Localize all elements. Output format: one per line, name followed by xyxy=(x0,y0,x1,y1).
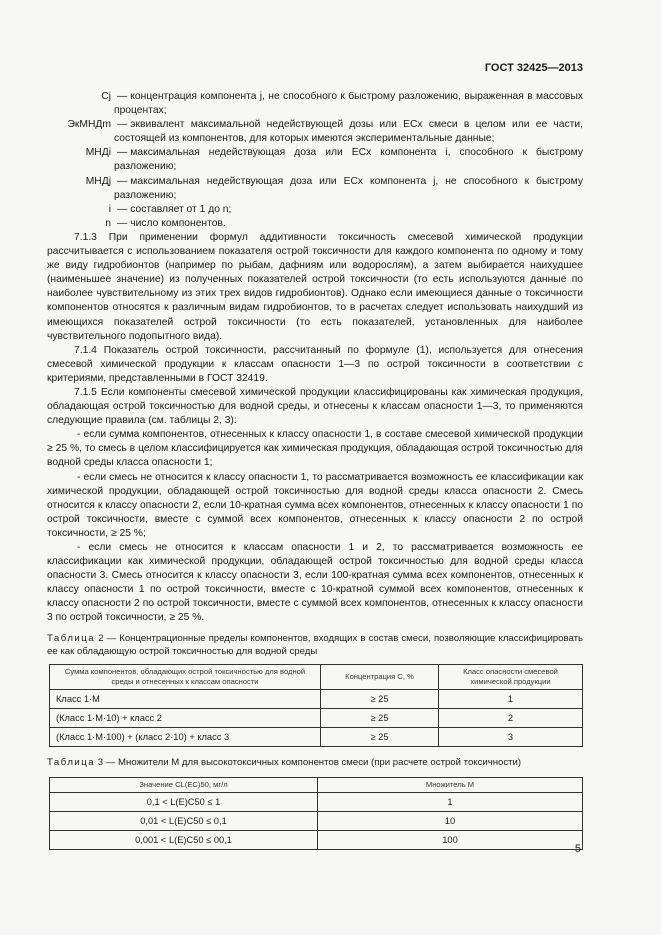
definition-text xyxy=(114,90,583,118)
definition-item xyxy=(47,118,583,146)
definition-item xyxy=(47,175,583,203)
table-row xyxy=(50,708,583,727)
table-2-header-class: Класс опасности смесевой химической продукции xyxy=(439,664,583,689)
definition-term: МНДj xyxy=(85,175,111,187)
paragraph-7-1-5: 7.1.5 Если компоненты смесевой химической продукции классифицированы как химическая продукция, обладающая острой токсичностью для водной среды, и отнесены к классам опасности 1—3, то применяются следующие правила (см. таблицы 2, 3): xyxy=(47,386,583,427)
table-3 xyxy=(49,777,583,850)
definition-item xyxy=(47,203,583,217)
page-header: ГОСТ 32425—2013 xyxy=(484,62,583,74)
dash: — xyxy=(117,203,128,215)
rule-item-1: - если сумма компонентов, отнесенных к классу опасности 1, в составе смесевой химической продукции ≥ 25 %, то смесь в целом классифицируется как химическая продукция, обладающая острой токсичностью для водной среды класса опасности 1; xyxy=(47,429,583,469)
table-row xyxy=(50,727,583,746)
table-2-label: Таблица xyxy=(47,632,96,644)
page-content xyxy=(47,90,583,850)
table-cell: (Класс 1·M·10) + класс 2 xyxy=(50,708,321,727)
table-row xyxy=(50,792,583,811)
definition-body: максимальная недействующая доза или ECx компонента i, способного к быстрому разложению; xyxy=(114,147,583,173)
page-number: 5 xyxy=(574,843,581,855)
table-3-header-multiplier: Множитель М xyxy=(318,777,583,792)
definition-body: максимальная недействующая доза или ECx компонента j, не способного к быстрому разложению; xyxy=(114,175,583,201)
table-row xyxy=(50,831,583,850)
dash: — xyxy=(117,217,128,229)
dash: — xyxy=(117,147,128,159)
definition-item xyxy=(47,217,583,231)
definition-item xyxy=(47,146,583,174)
table-2-header-concentration: Концентрация С, % xyxy=(321,664,439,689)
table-cell: 100 xyxy=(318,831,583,850)
table-cell: ≥ 25 xyxy=(321,727,439,746)
definition-text xyxy=(114,146,583,174)
table-cell: ≥ 25 xyxy=(321,708,439,727)
table-cell: 0,1 < L(E)C50 ≤ 1 xyxy=(50,792,318,811)
table-2-caption xyxy=(47,632,583,658)
definition-term: i xyxy=(108,203,111,215)
dash: — xyxy=(117,175,128,187)
table-cell: 1 xyxy=(318,792,583,811)
definition-body: составляет от 1 до n; xyxy=(130,203,232,215)
dash: — xyxy=(117,91,128,102)
table-cell: 0,001 < L(E)C50 ≤ 00,1 xyxy=(50,831,318,850)
definition-body: концентрация компонента j, не способного к быстрому разложению, выраженная в массовых процентах; xyxy=(114,91,583,117)
table-cell: Класс 1·M xyxy=(50,689,321,708)
table-2-header-sum: Сумма компонентов, обладающих острой токсичностью для водной среды и отнесенных к классам опасности xyxy=(50,664,321,689)
dash: — xyxy=(117,119,128,131)
table-cell: 3 xyxy=(439,727,583,746)
table-cell: ≥ 25 xyxy=(321,689,439,708)
table-cell: 1 xyxy=(439,689,583,708)
table-cell: 2 xyxy=(439,708,583,727)
definition-text xyxy=(114,203,583,217)
definition-body: число компонентов. xyxy=(130,217,226,229)
definition-text xyxy=(114,175,583,203)
table-3-caption-text: 3 — Множители М для высокотоксичных компонентов смеси (при расчете острой токсичности) xyxy=(97,756,522,768)
table-row xyxy=(50,811,583,830)
table-3-header-value: Значение CL(EC)50, мг/л xyxy=(50,777,318,792)
paragraph-7-1-3: 7.1.3 При применении формул аддитивности токсичность смесевой химической продукции рассчитывается с использованием показателя острой токсичности для каждого компонента по одному и тому же виду гидробионтов (например по рыбам, дафниям или водорослям), а затем выбирается наихудшее (наименьшее значение) из полученных показателей острой токсичности (то есть используются данные по наиболее чувствительному из этих трех видов гидробионтов). Однако если имеющиеся данные о токсичности компонентов относятся к различным видам гидробионтов, то в расчетах следует использовать наихудший из имеющихся показателей острой токсичности (то есть показателей, установленных для наиболее чувствительного подопытного вида). xyxy=(47,231,583,342)
table-2 xyxy=(49,664,583,747)
definition-term: n xyxy=(105,217,111,229)
table-3-caption xyxy=(47,756,583,769)
table-cell: (Класс 1·M·100) + (класс 2·10) + класс 3 xyxy=(50,727,321,746)
definition-term: ЭкМНДm xyxy=(67,119,111,131)
table-row xyxy=(50,689,583,708)
definition-term: Cj xyxy=(101,91,111,102)
table-2-caption-text: 2 — Концентрационные пределы компонентов, входящих в состав смеси, позволяющие классифицировать ее как обладающую острой токсичностью для водной среды xyxy=(47,632,583,657)
definitions-list xyxy=(47,90,583,231)
definition-item xyxy=(47,90,583,118)
table-cell: 0,01 < L(E)C50 ≤ 0,1 xyxy=(50,811,318,830)
table-3-label: Таблица xyxy=(47,756,96,768)
table-cell: 10 xyxy=(318,811,583,830)
definition-term: МНДi xyxy=(85,147,111,159)
paragraph-7-1-4: 7.1.4 Показатель острой токсичности, рассчитанный по формуле (1), используется для отнесения смесевой химической продукции к классам опасности 1—3 по острой токсичности в соответствии с критериями, представленными в ГОСТ 32419. xyxy=(47,344,583,384)
definition-text xyxy=(114,118,583,146)
definition-body: эквивалент максимальной недействующей дозы или ECx смеси в целом или ее части, состоящей из компонентов, для которых имеются экспериментальные данные; xyxy=(114,119,583,145)
definition-text xyxy=(114,217,583,231)
rule-item-3: - если смесь не относится к классам опасности 1 и 2, то рассматривается возможность ее классификации как химической продукции, обладающей острой токсичностью для водной среды класса опасности 3. Смесь относится к классу опасности 3, если 100-кратная сумма всех компонентов, отнесенных к классу опасности 1 по острой токсичности, вместе с 10-кратной суммой всех компонентов, отнесенных к классу опасности 2 по острой токсичности, вместе с суммой всех компонентов, отнесенных к классу опасности 3 по острой токсичности, ≥ 25 %. xyxy=(47,542,583,624)
rule-item-2: - если смесь не относится к классу опасности 1, то рассматривается возможность ее классификации как химической продукции, обладающей острой токсичностью для водной среды класса опасности 2. Смесь относится к классу опасности 2, если 10-кратная сумма всех компонентов, отнесенных к классу опасности 1 по острой токсичности, вместе с суммой всех компонентов, отнесенных к классу опасности 2 по острой токсичности, ≥ 25 %; xyxy=(47,471,583,539)
